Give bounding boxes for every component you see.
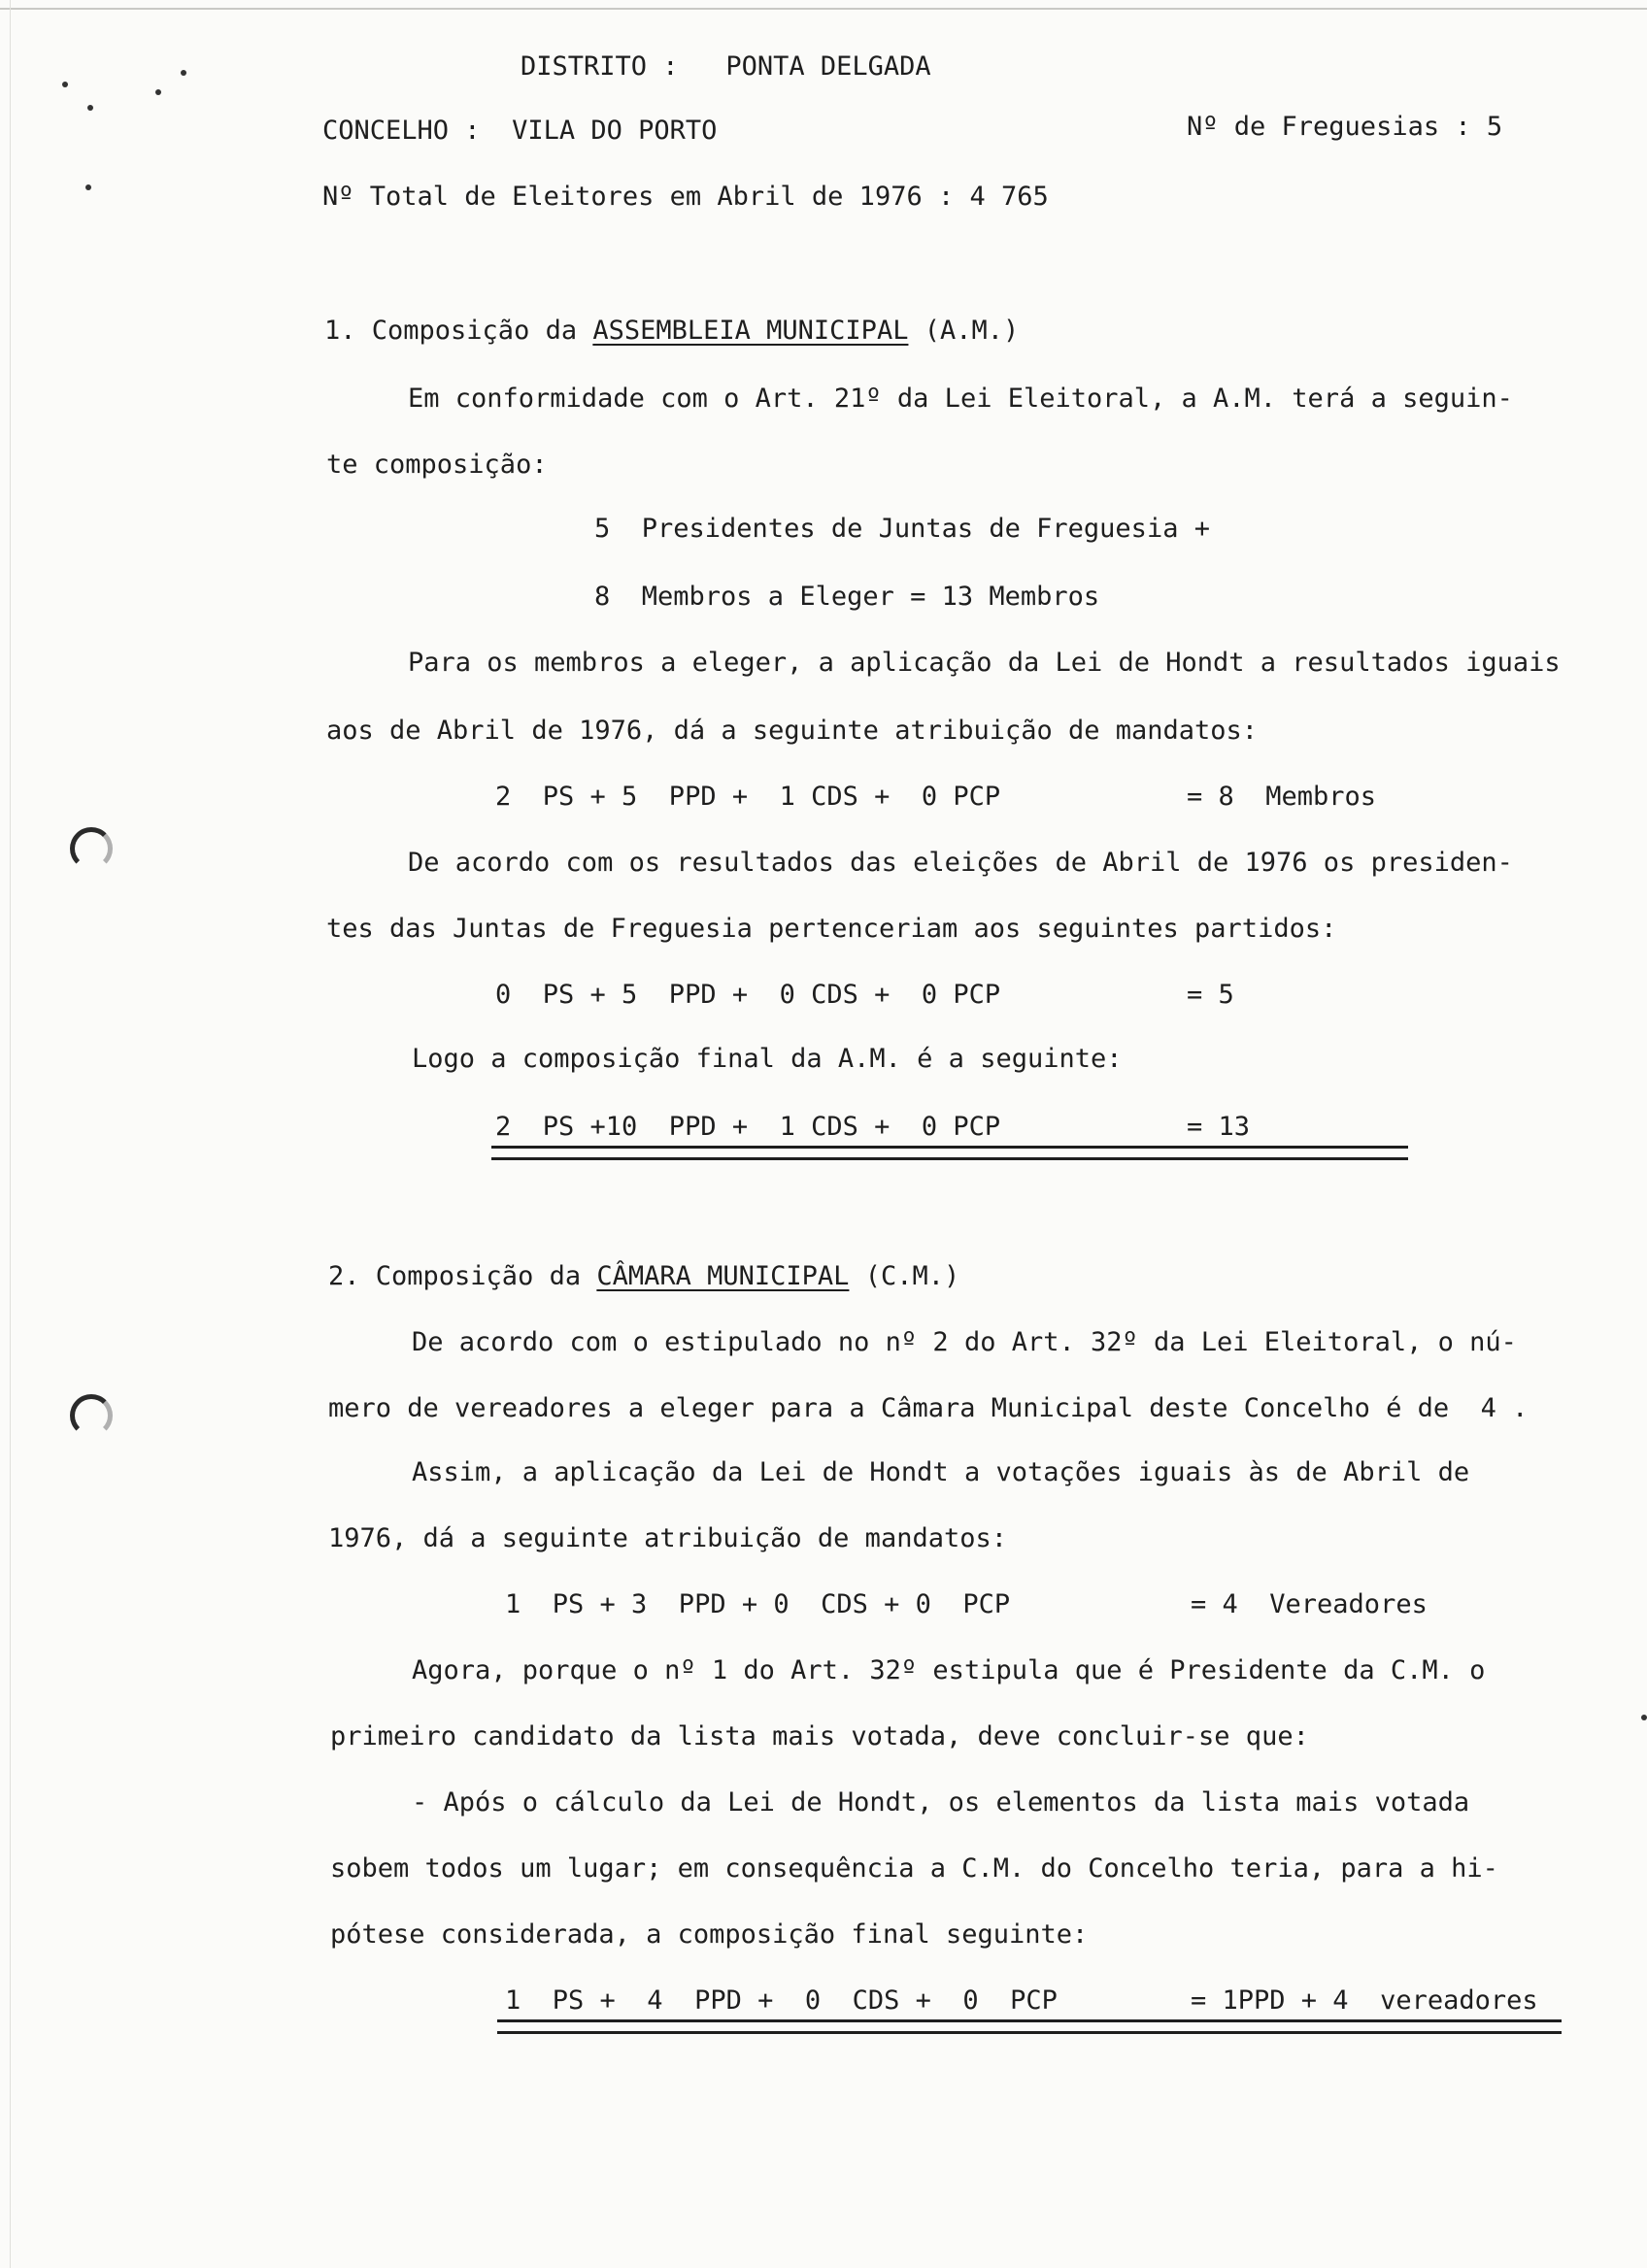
s1-composition-line2: 8 Membros a Eleger = 13 Membros — [594, 582, 1100, 612]
s1-paragraph4: Logo a composição final da A.M. é a seguinte: — [412, 1044, 1123, 1074]
assembleia-municipal-label: ASSEMBLEIA MUNICIPAL — [592, 316, 909, 346]
scan-edge-left — [10, 0, 11, 2268]
s1-paragraph3-line2: tes das Juntas de Freguesia pertenceriam aos seguintes partidos: — [326, 914, 1337, 944]
s2-paragraph1-line1: De acordo com o estipulado no nº 2 do Art. 32º da Lei Eleitoral, o nú- — [412, 1327, 1517, 1357]
s2-final-total: = 1PPD + 4 vereadores — [1191, 1985, 1538, 2016]
s1-paragraph1-line1: Em conformidade com o Art. 21º da Lei Eleitoral, a A.M. terá a seguin- — [408, 384, 1513, 414]
s1-allocation1-parties: 2 PS + 5 PPD + 1 CDS + 0 PCP — [495, 782, 1001, 812]
s1-paragraph2-line1: Para os membros a eleger, a aplicação da Lei de Hondt a resultados iguais — [408, 648, 1561, 678]
s2-final-rule-1 — [497, 2019, 1562, 2022]
s1-paragraph1-line2: te composição: — [326, 450, 548, 480]
speck — [1641, 1715, 1647, 1720]
s2-paragraph4-line3: pótese considerada, a composição final seguinte: — [330, 1919, 1089, 1950]
s1-final-rule-1 — [491, 1146, 1408, 1149]
scan-edge-top — [0, 8, 1647, 10]
s2-final-rule-2 — [497, 2031, 1562, 2034]
s1-allocation2-total: = 5 — [1187, 980, 1234, 1010]
s1-composition-line1: 5 Presidentes de Juntas de Freguesia + — [594, 514, 1210, 544]
speck — [85, 184, 91, 190]
s2-paragraph3-line1: Agora, porque o nº 1 do Art. 32º estipula que é Presidente da C.M. o — [412, 1655, 1486, 1685]
section2-heading: 2. Composição da CÂMARA MUNICIPAL (C.M.) — [328, 1261, 960, 1291]
s2-paragraph1-line2: mero de vereadores a eleger para a Câmara Municipal deste Concelho é de 4 . — [328, 1393, 1529, 1423]
camara-municipal-label: CÂMARA MUNICIPAL — [596, 1261, 850, 1291]
speck — [62, 82, 68, 87]
s1-final-total: = 13 — [1187, 1112, 1251, 1142]
s2-paragraph3-line2: primeiro candidato da lista mais votada, deve concluir-se que: — [330, 1721, 1309, 1751]
punch-hole-icon — [70, 827, 113, 870]
s2-allocation-parties: 1 PS + 3 PPD + 0 CDS + 0 PCP — [505, 1589, 1011, 1619]
freguesias-count: Nº de Freguesias : 5 — [1187, 112, 1503, 142]
s1-final-parties: 2 PS +10 PPD + 1 CDS + 0 PCP — [495, 1112, 1001, 1142]
s2-final-parties: 1 PS + 4 PPD + 0 CDS + 0 PCP — [505, 1985, 1058, 2016]
punch-hole-icon — [70, 1394, 113, 1437]
s1-final-rule-2 — [491, 1157, 1408, 1160]
s2-paragraph2-line1: Assim, a aplicação da Lei de Hondt a votações iguais às de Abril de — [412, 1457, 1470, 1487]
s2-paragraph2-line2: 1976, dá a seguinte atribuição de mandatos: — [328, 1523, 1007, 1553]
s1-paragraph2-line2: aos de Abril de 1976, dá a seguinte atribuição de mandatos: — [326, 716, 1259, 746]
speck — [87, 105, 93, 111]
section1-heading: 1. Composição da ASSEMBLEIA MUNICIPAL (A.M.) — [324, 316, 1020, 346]
total-eleitores: Nº Total de Eleitores em Abril de 1976 : 4 765 — [322, 182, 1049, 212]
distrito-line: DISTRITO : PONTA DELGADA — [521, 51, 931, 82]
concelho-line: CONCELHO : VILA DO PORTO — [322, 116, 718, 146]
speck — [155, 89, 161, 95]
speck — [181, 70, 186, 76]
s1-paragraph3-line1: De acordo com os resultados das eleições de Abril de 1976 os presiden- — [408, 848, 1513, 878]
s1-allocation1-total: = 8 Membros — [1187, 782, 1377, 812]
s2-paragraph4-line2: sobem todos um lugar; em consequência a C.M. do Concelho teria, para a hi- — [330, 1853, 1498, 1884]
s1-allocation2-parties: 0 PS + 5 PPD + 0 CDS + 0 PCP — [495, 980, 1001, 1010]
s2-allocation-total: = 4 Vereadores — [1191, 1589, 1428, 1619]
s2-paragraph4-line1: - Após o cálculo da Lei de Hondt, os elementos da lista mais votada — [412, 1787, 1470, 1818]
